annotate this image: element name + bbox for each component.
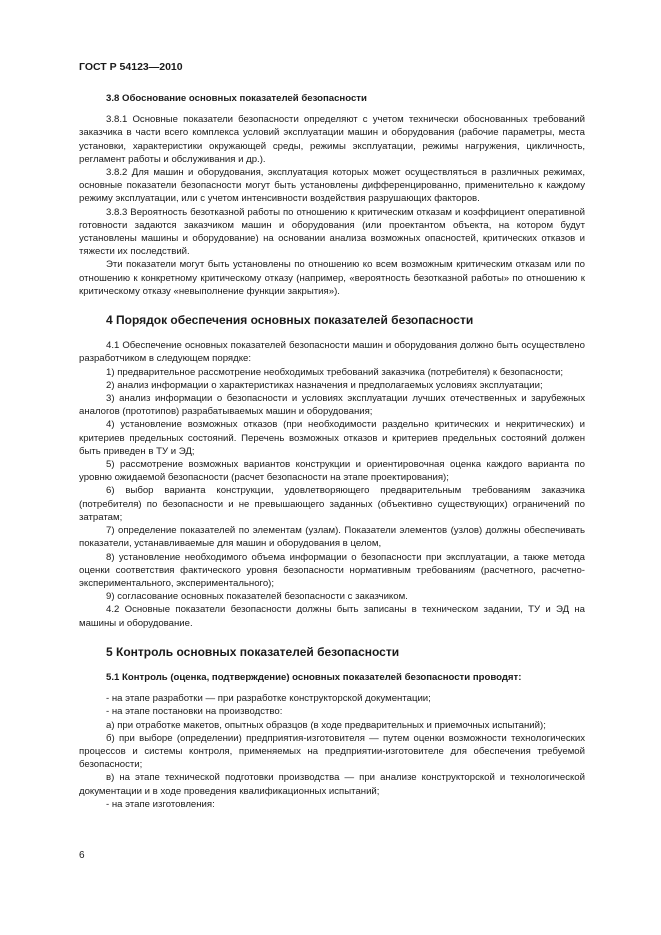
list-item: - на этапе постановки на производство: [106, 706, 283, 718]
section-5-1-title: 5.1 Контроль (оценка, подтверждение) основных показателей безопасности проводят: [106, 671, 522, 683]
paragraph: 4.2 Основные показатели безопасности должны быть записаны в техническом задании, ТУ и ЭД на машины и оборудование. [79, 604, 585, 629]
list-item: а) при отработке макетов, опытных образцов (в ходе предварительных и приемочных испытаний); [106, 719, 546, 731]
list-item: в) на этапе технической подготовки производства — при анализе конструкторской и технологической документации и в ходе проведения квалификационных испытаний; [79, 772, 585, 797]
list-item: 3) анализ информации о безопасности и условиях эксплуатации лучших отечественных и зарубежных аналогов (прототипов) разрабатываемых машин и оборудования; [79, 393, 585, 418]
section-5-title: 5 Контроль основных показателей безопасности [106, 644, 400, 659]
document-body [79, 92, 585, 811]
list-item: 5) рассмотрение возможных вариантов конструкции и ориентировочная оценка каждого варианта по уровню ожидаемой безопасности (расчет безопасности на этапе проектирования); [79, 459, 585, 484]
section-3-8-title: 3.8 Обоснование основных показателей безопасности [106, 93, 367, 104]
list-item: б) при выборе (определении) предприятия-изготовителя — путем оценки возможности технологических процессов и системы контроля, применяемых на предприятии-изготовителе для обеспечения требуемой безопасности; [79, 732, 585, 771]
paragraph: 3.8.3 Вероятность безотказной работы по отношению к критическим отказам и коэффициент оперативной готовности задаются заказчиком машин и оборудования (или проектантом объекта, на котором будут установлены машины и оборудование) на основании анализа возможных опасностей, критических отказов и тяжести их последствий. [79, 206, 585, 258]
section-5-body [79, 692, 585, 811]
standard-header: ГОСТ Р 54123—2010 [79, 61, 183, 73]
list-item: 1) предварительное рассмотрение необходимых требований заказчика (потребителя) к безопасности; [106, 366, 564, 378]
paragraph: 3.8.1 Основные показатели безопасности определяют с учетом технически обоснованных требований заказчика в части всего комплекса условий эксплуатации машин и оборудования (рабочие параметры, места установки, характеристики окружающей среды, режимы эксплуатации, режимы нагружения, цикличность, регламент работы и обслуживания и др.). [79, 114, 585, 165]
section-4-title: 4 Порядок обеспечения основных показателей безопасности [106, 313, 474, 328]
list-item: - на этапе изготовления: [106, 798, 215, 810]
list-item: 7) определение показателей по элементам (узлам). Показатели элементов (узлов) должны обеспечивать показатели, устанавливаемые для машин и оборудования в целом, [79, 525, 585, 550]
list-item: 6) выбор варианта конструкции, удовлетворяющего предварительным требованиям заказчика (потребителя) по безопасности и не превышающего заданных (объективно существующих) ограничений по затратам; [79, 485, 585, 523]
paragraph: 4.1 Обеспечение основных показателей безопасности машин и оборудования должно быть осуществлено разработчиком в следующем порядке: [79, 340, 585, 365]
list-item: 2) анализ информации о характеристиках назначения и предполагаемых условиях эксплуатации; [106, 379, 543, 391]
section-4-body [79, 339, 585, 629]
paragraph: 3.8.2 Для машин и оборудования, эксплуатация которых может осуществляться в различных режимах, основные показатели безопасности могут быть установлены дифференцированно, применительно к каждому режиму эксплуатации, или с учетом интенсивности воздействия разрушающих факторов. [79, 167, 585, 205]
list-item: 9) согласование основных показателей безопасности с заказчиком. [106, 591, 408, 603]
section-3-8-body [79, 113, 585, 298]
list-item: 8) установление необходимого объема информации о безопасности при эксплуатации, а также метода оценки соответствия фактического уровня безопасности нормативным требованиям (расчетного, расчетно-экспериментального, экспериментального); [79, 551, 585, 589]
page-number: 6 [79, 850, 85, 861]
list-item: - на этапе разработки — при разработке конструкторской документации; [106, 693, 431, 705]
paragraph: Эти показатели могут быть установлены по отношению ко всем возможным критическим отказам или по отношению к конкретному критическому отказу (например, «вероятность безотказной работы» по отношению к критическому отказу «невыполнение функции закрытия»). [79, 259, 585, 297]
list-item: 4) установление возможных отказов (при необходимости раздельно критических и некритических) и критериев предельных состояний. Перечень возможных отказов и критериев предельных состояний должен быть приведен в ТУ и ЭД; [79, 419, 585, 457]
